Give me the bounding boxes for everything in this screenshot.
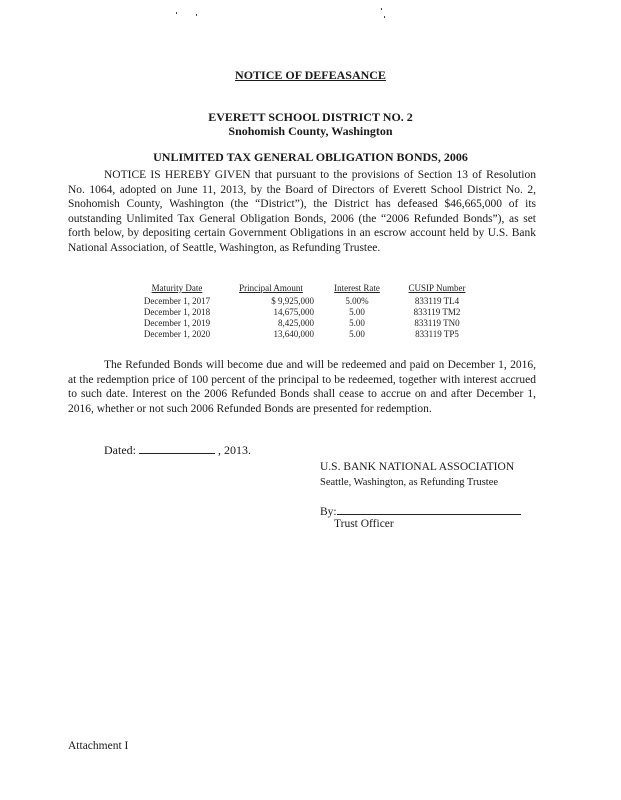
cusip-number-cell: 833119 TL4 [414, 296, 460, 306]
principal-amount-cell: 8,425,000 [278, 318, 314, 328]
bank-role: Seattle, Washington, as Refunding Trustee [320, 477, 499, 488]
scan-speck [381, 8, 382, 10]
signature-line [320, 503, 521, 518]
maturity-date-cell: December 1, 2019 [143, 318, 211, 328]
by-label: By: [320, 506, 337, 518]
dated-label: Dated: [104, 443, 136, 457]
table-row [126, 296, 482, 307]
cusip-number-cell: 833119 TP5 [415, 329, 459, 339]
principal-amount-cell: 13,640,000 [273, 329, 314, 339]
scan-speck [196, 14, 197, 16]
maturity-date-cell: December 1, 2017 [143, 296, 211, 306]
dated-line [104, 442, 251, 458]
interest-rate-cell: 5.00 [349, 329, 365, 339]
county-name: Snohomish County, Washington [228, 124, 393, 138]
table-row [126, 318, 482, 329]
maturity-date-cell: December 1, 2020 [143, 329, 211, 339]
signature-blank [337, 503, 521, 515]
bond-table [126, 283, 482, 340]
date-blank [139, 442, 215, 454]
bond-title: UNLIMITED TAX GENERAL OBLIGATION BONDS, 2006 [153, 150, 468, 164]
interest-rate-cell: 5.00 [349, 318, 365, 328]
table-row [126, 307, 482, 318]
header-principal-amount: Principal Amount [239, 283, 303, 293]
document-title: NOTICE OF DEFEASANCE [235, 68, 386, 82]
scan-speck [384, 16, 385, 18]
principal-amount-cell: 14,675,000 [273, 307, 314, 317]
cusip-number-cell: 833119 TM2 [413, 307, 461, 317]
officer-title: Trust Officer [334, 518, 394, 530]
header-interest-rate: Interest Rate [334, 283, 380, 293]
cusip-number-cell: 833119 TN0 [414, 318, 460, 328]
maturity-date-cell: December 1, 2018 [143, 307, 211, 317]
table-header-row [126, 283, 482, 296]
interest-rate-cell: 5.00% [345, 296, 369, 306]
notice-paragraph: NOTICE IS HEREBY GIVEN that pursuant to the provisions of Section 13 of Resolution No. 1064, adopted on June 11, 2013, by the Board of Directors of Everett School District No. 2, Snohomish County, Washington (the “District”), the District has defeased $46,665,000 of its outstanding Unlimited Tax General Obligation Bonds, 2006 (the “2006 Refunded Bonds”), as set forth below, by depositing certain Government Obligations in an escrow account held by U.S. Bank National Association, of Seattle, Washington, as Refunding Trustee. [68, 169, 536, 254]
header-cusip-number: CUSIP Number [408, 283, 466, 293]
bank-name: U.S. BANK NATIONAL ASSOCIATION [320, 461, 515, 473]
principal-amount-cell: $ 9,925,000 [271, 296, 314, 306]
header-maturity-date: Maturity Date [151, 283, 203, 293]
attachment-label: Attachment I [68, 740, 129, 752]
table-row [126, 329, 482, 340]
interest-rate-cell: 5.00 [349, 307, 365, 317]
redemption-paragraph: The Refunded Bonds will become due and will be redeemed and paid on December 1, 2016, at the redemption price of 100 percent of the principal to be redeemed, together with interest accrued to such date. Interest on the 2006 Refunded Bonds shall cease to accrue on and after December 1, 2016, whether or not such 2006 Refunded Bonds are presented for redemption. [68, 359, 536, 415]
dated-year: , 2013. [218, 443, 251, 457]
scan-speck [176, 12, 177, 14]
district-name: EVERETT SCHOOL DISTRICT NO. 2 [208, 110, 413, 124]
